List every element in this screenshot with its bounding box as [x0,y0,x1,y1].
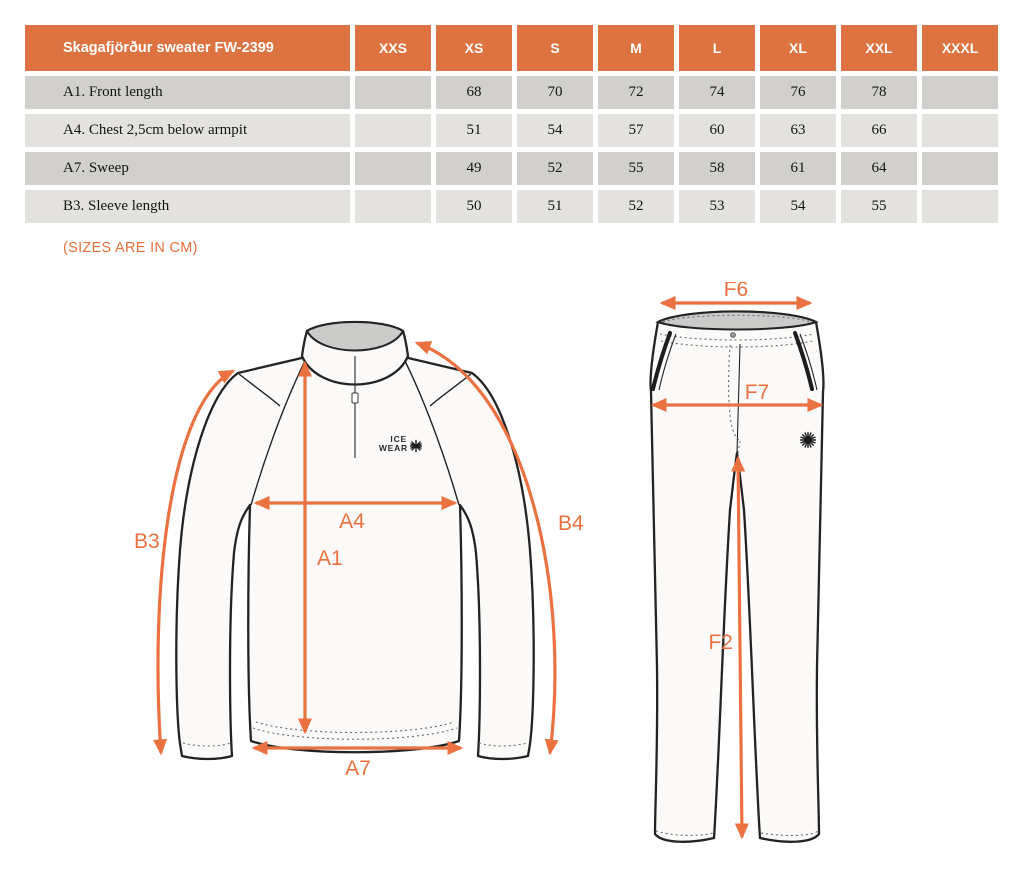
b3-label: B3 [134,530,160,553]
table-row-front-length [25,76,998,109]
table-row-sleeve-length [25,190,998,223]
sizes-note: (SIZES ARE IN CM) [63,240,198,256]
size-col-xs: XS [436,25,512,71]
table-row-chest [25,114,998,147]
cell: 53 [679,190,755,223]
cell: 49 [436,152,512,185]
sweater-diagram [130,295,600,795]
cell: 52 [598,190,674,223]
size-col-l: L [679,25,755,71]
a4-label: A4 [339,510,365,533]
cell: 54 [517,114,593,147]
snowflake-icon [801,433,816,448]
cell: 50 [436,190,512,223]
cell [355,76,431,109]
f7-label: F7 [744,381,770,404]
zipper-pull [352,393,358,403]
cell: 72 [598,76,674,109]
row-label: A1. Front length [25,76,350,109]
cell: 66 [841,114,917,147]
logo-line2: WEAR [378,443,408,453]
cell: 68 [436,76,512,109]
row-label: A4. Chest 2,5cm below armpit [25,114,350,147]
cell: 60 [679,114,755,147]
cell: 76 [760,76,836,109]
cell: 63 [760,114,836,147]
f2-label: F2 [708,631,733,654]
cell: 78 [841,76,917,109]
pants-outline [650,312,823,842]
cell: 54 [760,190,836,223]
size-col-s: S [517,25,593,71]
waist-button [731,333,736,338]
cell: 64 [841,152,917,185]
row-label: A7. Sweep [25,152,350,185]
cell: 70 [517,76,593,109]
cell: 51 [436,114,512,147]
cell: 61 [760,152,836,185]
a1-label: A1 [317,547,343,570]
cell: 55 [841,190,917,223]
snowflake-icon [411,441,422,452]
size-col-xxl: XXL [841,25,917,71]
cell [922,114,998,147]
cell [355,190,431,223]
size-col-xxs: XXS [355,25,431,71]
f2-arrow [738,458,742,837]
row-label: B3. Sleeve length [25,190,350,223]
size-col-xxxl: XXXL [922,25,998,71]
waistband-inside [658,312,816,330]
cell: 51 [517,190,593,223]
f6-label: F6 [723,282,749,301]
cell [922,152,998,185]
logo-line1: ICE [390,434,407,444]
a7-label: A7 [345,757,371,780]
cell [922,190,998,223]
pants-diagram [640,282,850,877]
cell: 57 [598,114,674,147]
cell [355,114,431,147]
product-title: Skagafjörður sweater FW-2399 [25,25,350,71]
cell: 55 [598,152,674,185]
cell: 74 [679,76,755,109]
b4-label: B4 [558,512,584,535]
table-header-row [25,25,998,71]
size-col-xl: XL [760,25,836,71]
cell [922,76,998,109]
table-row-sweep [25,152,998,185]
cell: 58 [679,152,755,185]
cell [355,152,431,185]
cell: 52 [517,152,593,185]
size-col-m: M [598,25,674,71]
size-table [20,20,1003,228]
